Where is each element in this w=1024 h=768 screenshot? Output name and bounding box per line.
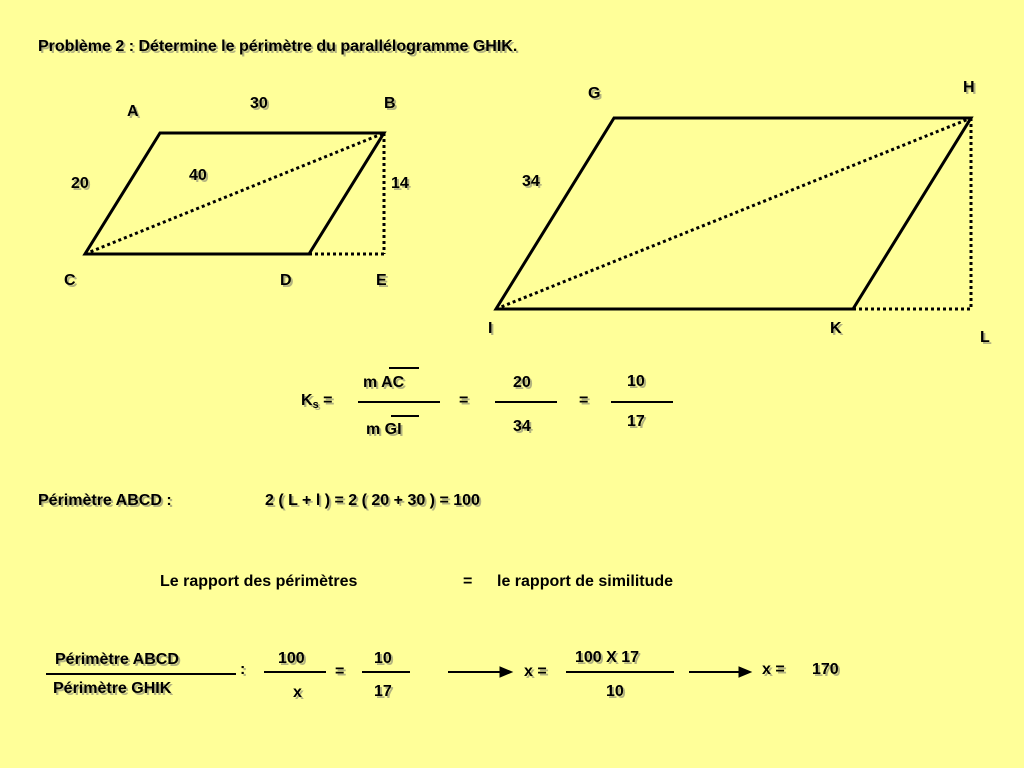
statement-right: le rapport de similitude <box>497 573 674 590</box>
frac3-bar <box>611 401 673 403</box>
overline-gi <box>391 415 419 417</box>
ghik-diagonal <box>496 118 971 309</box>
statement-left: Le rapport des périmètres <box>160 573 358 590</box>
ks-subscript: s <box>312 399 319 411</box>
final-f3-bar <box>566 671 674 673</box>
measure-ac: 20 <box>71 175 89 192</box>
vertex-label-g: G <box>588 85 601 102</box>
final-label-bar <box>46 673 236 675</box>
frac1-denominator <box>366 420 402 440</box>
vertex-label-a: A <box>127 103 139 120</box>
ratio-equals-1: = <box>459 392 469 409</box>
frac1-num-prefix: m <box>363 374 382 391</box>
arrow-2-head <box>739 667 751 677</box>
perimeter-label: Périmètre ABCD : <box>38 492 172 509</box>
parallelogram-ghik <box>496 118 971 309</box>
final-f1-numerator: 100 <box>278 650 305 667</box>
perimeter-formula: 2 ( L + l ) = 2 ( 20 + 30 ) = 100 <box>265 492 480 509</box>
frac3-numerator: 10 <box>627 373 645 390</box>
segment-gi: GI <box>384 421 402 438</box>
frac1-bar <box>358 401 440 403</box>
final-f1-bar <box>264 671 326 673</box>
final-den-label: Périmètre GHIK <box>53 680 172 697</box>
frac1-den-prefix: m <box>366 421 385 438</box>
final-f2-denominator: 17 <box>374 683 392 700</box>
final-num-label: Périmètre ABCD <box>55 651 179 668</box>
overline-ac <box>389 367 419 369</box>
ghik-outline <box>496 118 971 309</box>
vertex-label-l: L <box>980 329 990 346</box>
vertex-label-h: H <box>963 79 975 96</box>
measure-gi: 34 <box>522 173 540 190</box>
final-result-label: x = <box>762 661 785 678</box>
measure-height: 14 <box>391 175 409 192</box>
frac2-denominator: 34 <box>513 418 531 435</box>
problem-title: Problème 2 : Détermine le périmètre du parallélogramme GHIK. <box>38 38 518 55</box>
final-result-value: 170 <box>812 661 839 678</box>
final-x-equals: x = <box>524 663 547 680</box>
final-f3-denominator: 10 <box>606 683 624 700</box>
frac2-numerator: 20 <box>513 374 531 391</box>
vertex-label-d: D <box>280 272 292 289</box>
segment-ac: AC <box>381 374 405 391</box>
ks-equals: = <box>323 392 333 409</box>
final-f2-numerator: 10 <box>374 650 392 667</box>
ks-label <box>301 391 332 415</box>
abcd-diagonal <box>85 133 384 254</box>
final-equals: = <box>335 663 345 680</box>
vertex-label-k: K <box>830 320 842 337</box>
final-f3-numerator: 100 X 17 <box>575 649 640 666</box>
vertex-label-i: I <box>488 320 493 337</box>
ks-letter: K <box>301 392 313 409</box>
vertex-label-b: B <box>384 95 396 112</box>
frac1-numerator <box>363 373 404 393</box>
final-colon: : <box>240 661 246 678</box>
arrow-1-head <box>500 667 512 677</box>
measure-ab: 30 <box>250 95 268 112</box>
statement-equals: = <box>463 573 473 590</box>
vertex-label-c: C <box>64 272 76 289</box>
ratio-equals-2: = <box>579 392 589 409</box>
frac3-denominator: 17 <box>627 413 645 430</box>
final-f1-denominator: x <box>293 684 302 701</box>
measure-diagonal: 40 <box>189 167 207 184</box>
frac2-bar <box>495 401 557 403</box>
vertex-label-e: E <box>376 272 387 289</box>
parallelogram-abcd <box>85 133 384 254</box>
final-f2-bar <box>362 671 410 673</box>
